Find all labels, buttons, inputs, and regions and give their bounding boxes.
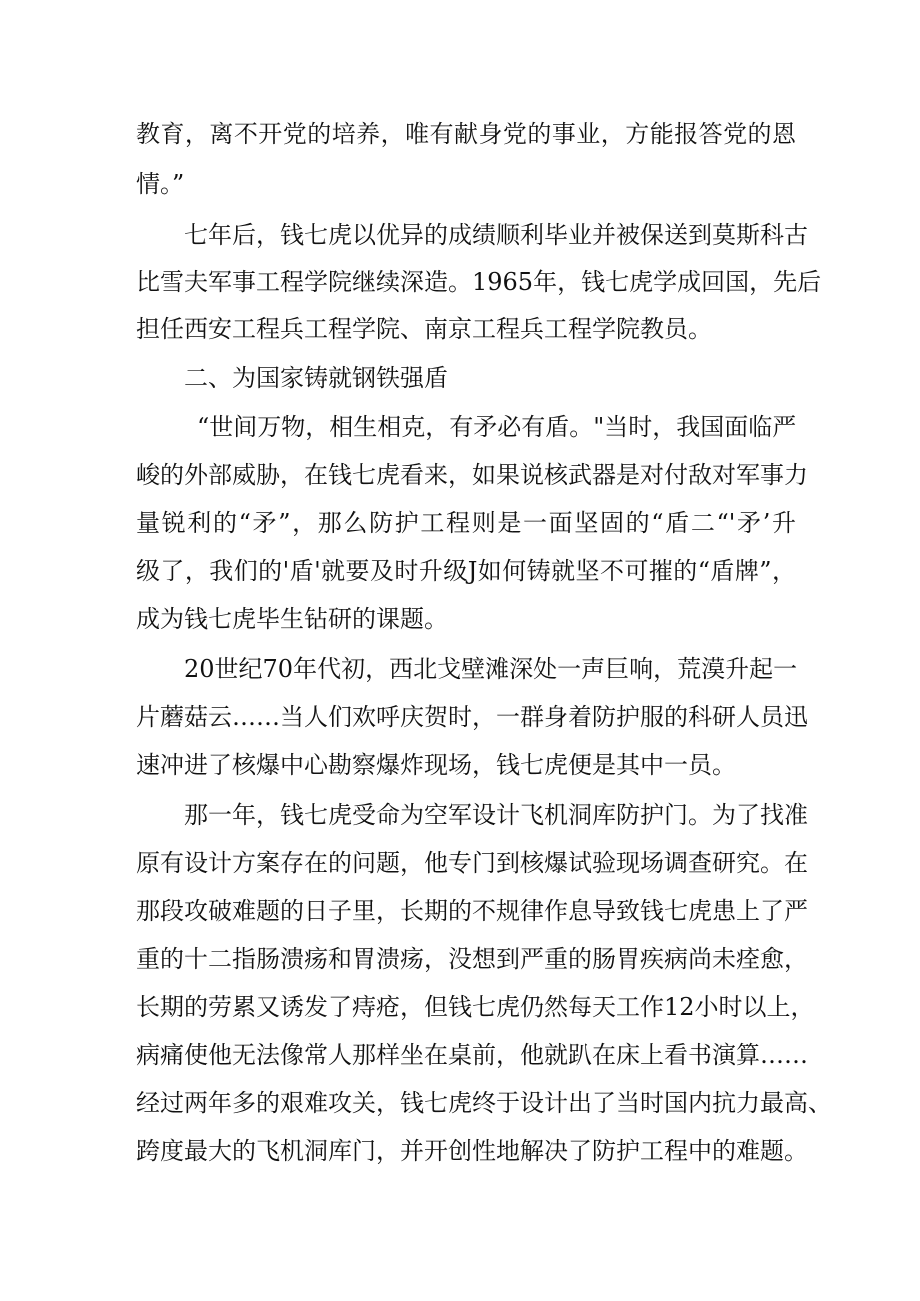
text-line: 跨度最大的飞机洞库门，并开创性地解决了防护工程中的难题。 xyxy=(136,1137,808,1165)
text-line: “世间万物，相生相克，有矛必有盾。"当时，我国面临严 xyxy=(197,413,797,441)
text-line: 峻的外部威胁，在钱七虎看来，如果说核武器是对付敌对军事力 xyxy=(136,461,808,489)
text-line: 那一年，钱七虎受命为空军设计飞机洞库防护门。为了找准 xyxy=(184,801,808,829)
text-line: 速冲进了核爆中心勘察爆炸现场，钱七虎便是其中一员。 xyxy=(136,751,736,779)
text-line: 重的十二指肠溃疡和胃溃疡，没想到严重的肠胃疾病尚未痊愈， xyxy=(136,945,808,973)
text-line: 担任西安工程兵工程学院、南京工程兵工程学院教员。 xyxy=(136,315,712,343)
text-line: 教育，离不开党的培养，唯有献身党的事业，方能报答党的恩 xyxy=(136,120,796,148)
text-line: 比雪夫军事工程学院继续深造。1965年，钱七虎学成回国，先后 xyxy=(136,268,822,296)
text-line: 病痛使他无法像常人那样坐在桌前，他就趴在床上看书演算…… xyxy=(136,1041,808,1069)
text-line: 长期的劳累又诱发了痔疮，但钱七虎仍然每天工作12小时以上， xyxy=(136,993,815,1021)
text-line: 级了，我们的'盾'就要及时升级J如何铸就坚不可摧的“盾牌”， xyxy=(136,557,796,585)
text-line: 情。” xyxy=(136,170,185,198)
text-line: 20世纪70年代初，西北戈壁滩深处一声巨响，荒漠升起一 xyxy=(184,655,798,683)
text-line: 成为钱七虎毕生钻研的课题。 xyxy=(136,605,448,633)
text-line: 那段攻破难题的日子里，长期的不规律作息导致钱七虎患上了严 xyxy=(136,897,808,925)
section-heading: 二、为国家铸就钢铁强盾 xyxy=(184,364,448,392)
text-line: 原有设计方案存在的问题，他专门到核爆试验现场调查研究。在 xyxy=(136,849,808,877)
text-line: 量锐利的“矛”，那么防护工程则是一面坚固的“盾二“'矛’升 xyxy=(136,509,796,537)
text-line: 七年后，钱七虎以优异的成绩顺利毕业并被保送到莫斯科古 xyxy=(184,221,808,249)
text-line: 经过两年多的艰难攻关，钱七虎终于设计出了当时国内抗力最高、 xyxy=(136,1089,832,1117)
text-line: 片蘑菇云……当人们欢呼庆贺时，一群身着防护服的科研人员迅 xyxy=(136,703,808,731)
